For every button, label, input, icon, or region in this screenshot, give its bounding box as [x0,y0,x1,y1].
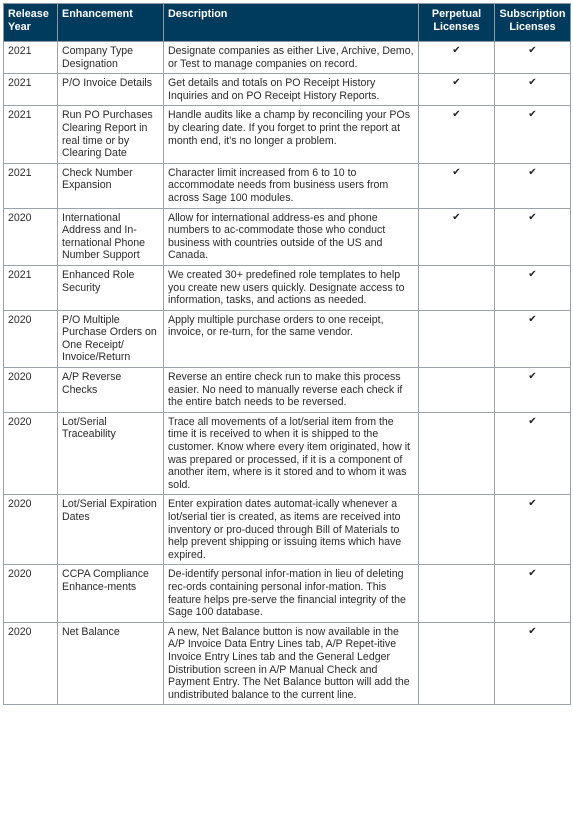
cell-release-year: 2020 [4,565,58,622]
header-release-year: Release Year [4,4,58,42]
cell-release-year: 2021 [4,265,58,310]
table-row [4,163,571,208]
cell-release-year: 2020 [4,622,58,705]
cell-subscription-licenses [495,42,571,74]
cell-description: Designate companies as either Live, Archive, Demo, or Test to manage companies on record. [164,42,419,74]
table-row [4,495,571,565]
cell-perpetual-licenses [419,42,495,74]
checkmark-icon: ✔ [528,166,537,178]
cell-enhancement: Lot/Serial Expiration Dates [58,495,164,565]
checkmark-icon: ✔ [528,211,537,223]
cell-release-year: 2020 [4,310,58,367]
cell-description: We created 30+ predefined role templates to help you create new users quickly. Designate access to information, tasks, and actions as needed. [164,265,419,310]
cell-subscription-licenses [495,265,571,310]
checkmark-icon: ✔ [528,45,537,56]
cell-subscription-licenses [495,163,571,208]
cell-perpetual-licenses [419,565,495,622]
table-row [4,412,571,495]
checkmark-icon: ✔ [452,45,461,56]
cell-release-year: 2020 [4,208,58,265]
enhancements-table-container [3,3,570,705]
checkmark-icon: ✔ [528,498,537,510]
header-row [4,4,571,42]
table-row [4,74,571,106]
cell-description: Get details and totals on PO Receipt History Inquiries and on PO Receipt History Reports. [164,74,419,106]
cell-enhancement: Net Balance [58,622,164,705]
cell-subscription-licenses [495,565,571,622]
table-row [4,106,571,163]
cell-subscription-licenses [495,106,571,163]
cell-perpetual-licenses [419,622,495,705]
cell-perpetual-licenses [419,412,495,495]
cell-enhancement: Run PO Purchases Clearing Report in real time or by Clearing Date [58,106,164,163]
cell-subscription-licenses [495,412,571,495]
cell-release-year: 2021 [4,163,58,208]
cell-perpetual-licenses [419,74,495,106]
cell-enhancement: Check Number Expansion [58,163,164,208]
header-subscription-licenses: Subscription Licenses [495,4,571,42]
checkmark-icon: ✔ [528,313,537,325]
cell-release-year: 2020 [4,368,58,413]
cell-description: Handle audits like a champ by reconciling your POs by clearing date. If you forget to print the report at month end, it's no longer a problem. [164,106,419,163]
cell-perpetual-licenses [419,495,495,565]
cell-release-year: 2020 [4,412,58,495]
table-row [4,42,571,74]
cell-release-year: 2020 [4,495,58,565]
checkmark-icon: ✔ [452,211,461,223]
table-row [4,265,571,310]
cell-enhancement: Lot/Serial Traceability [58,412,164,495]
cell-perpetual-licenses [419,368,495,413]
table-row [4,208,571,265]
cell-description: Trace all movements of a lot/serial item from the time it is received to when it is shipped to the customer. Know where every item originated, how it was prepared or processed, if it is a component of another item, where is it stored and to whom it was sold. [164,412,419,495]
table-row [4,368,571,413]
checkmark-icon: ✔ [452,109,461,121]
table-row [4,622,571,705]
checkmark-icon: ✔ [452,166,461,178]
cell-description: Apply multiple purchase orders to one receipt, invoice, or re-turn, for the same vendor. [164,310,419,367]
table-row [4,310,571,367]
cell-enhancement: A/P Reverse Checks [58,368,164,413]
cell-perpetual-licenses [419,310,495,367]
cell-enhancement: International Address and In-ternational Phone Number Support [58,208,164,265]
enhancements-table [3,3,571,705]
cell-enhancement: Company Type Designation [58,42,164,74]
checkmark-icon: ✔ [528,77,537,89]
cell-description: Reverse an entire check run to make this process easier. No need to manually reverse each check if the entire batch needs to be reversed. [164,368,419,413]
cell-subscription-licenses [495,368,571,413]
checkmark-icon: ✔ [528,268,537,280]
checkmark-icon: ✔ [528,415,537,427]
header-enhancement: Enhancement [58,4,164,42]
cell-subscription-licenses [495,74,571,106]
cell-perpetual-licenses [419,208,495,265]
cell-perpetual-licenses [419,265,495,310]
cell-enhancement: Enhanced Role Security [58,265,164,310]
cell-enhancement: P/O Invoice Details [58,74,164,106]
checkmark-icon: ✔ [452,77,461,89]
cell-release-year: 2021 [4,106,58,163]
cell-subscription-licenses [495,208,571,265]
cell-release-year: 2021 [4,42,58,74]
checkmark-icon: ✔ [528,109,537,121]
cell-enhancement: CCPA Compliance Enhance-ments [58,565,164,622]
cell-perpetual-licenses [419,163,495,208]
checkmark-icon: ✔ [528,371,537,383]
cell-description: Enter expiration dates automat-ically whenever a lot/serial tier is created, as items are received into inventory or pro-duced through Bill of Materials to help prevent shipping or issuing items which have expired. [164,495,419,565]
cell-description: A new, Net Balance button is now available in the A/P Invoice Data Entry Lines tab, A/P Repet-itive Invoice Entry Lines tab and the General Ledger Distribution screen in A/P Manual Check and Payment Entry. The Net Balance button will add the undistributed balance to the current line. [164,622,419,705]
cell-enhancement: P/O Multiple Purchase Orders on One Receipt/ Invoice/Return [58,310,164,367]
cell-subscription-licenses [495,310,571,367]
header-description: Description [164,4,419,42]
cell-perpetual-licenses [419,106,495,163]
cell-subscription-licenses [495,495,571,565]
checkmark-icon: ✔ [528,625,537,637]
cell-description: De-identify personal infor-mation in lieu of deleting rec-ords containing personal infor-mation. This feature helps pre-serve the financial integrity of the Sage 100 database. [164,565,419,622]
table-row [4,565,571,622]
cell-release-year: 2021 [4,74,58,106]
checkmark-icon: ✔ [528,568,537,580]
cell-description: Allow for international address-es and phone numbers to ac-commodate those who conduct business with countries outside of the US and Canada. [164,208,419,265]
cell-description: Character limit increased from 6 to 10 to accommodate needs from business users from across Sage 100 modules. [164,163,419,208]
header-perpetual-licenses: Perpetual Licenses [419,4,495,42]
cell-subscription-licenses [495,622,571,705]
